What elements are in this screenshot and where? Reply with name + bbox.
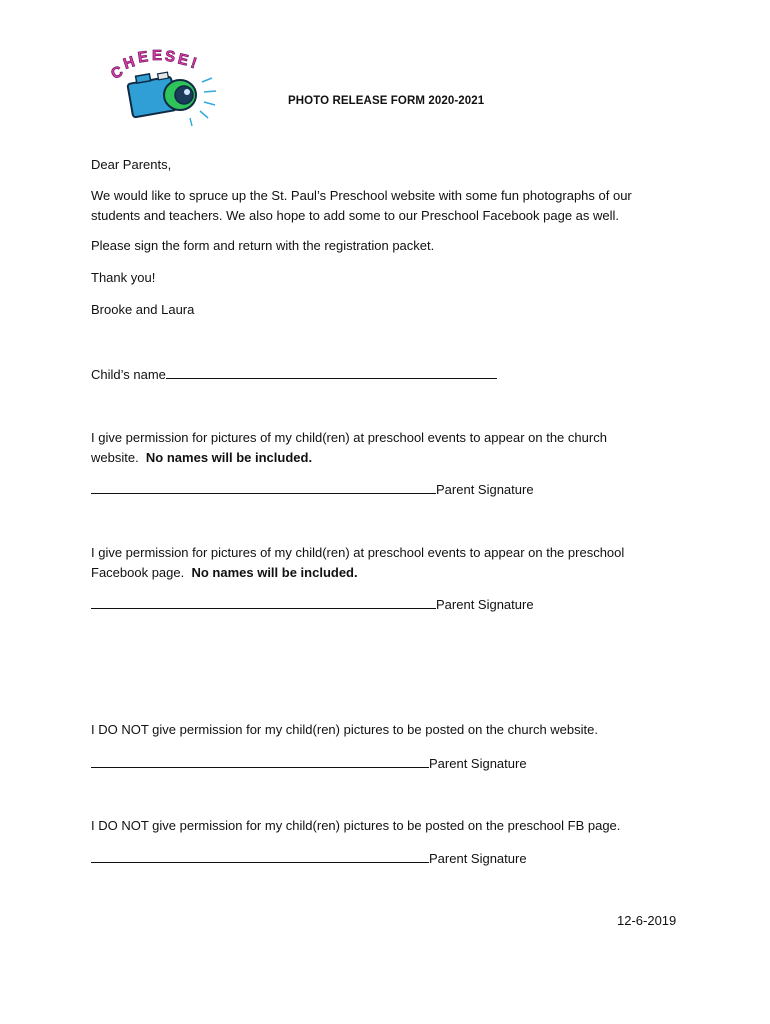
form-date: 12-6-2019 <box>617 913 677 928</box>
signature-label: Parent Signature <box>436 597 534 612</box>
facebook-denial-signature-row <box>91 849 527 866</box>
facebook-denial-signature-field[interactable] <box>91 849 429 863</box>
church-denial-text: I DO NOT give permission for my child(ren) pictures to be posted on the church website. <box>91 722 598 737</box>
svg-text:C: C <box>108 62 126 83</box>
facebook-permission <box>91 543 691 583</box>
intro-line-2: students and teachers. We also hope to add some to our Preschool Facebook page as well. <box>91 208 620 223</box>
cheese-lettering <box>108 48 198 83</box>
facebook-permission-prefix: Facebook page. <box>91 565 192 580</box>
church-signature-row <box>91 480 534 497</box>
signoff-text: Brooke and Laura <box>91 302 195 317</box>
svg-text:E: E <box>176 50 190 70</box>
form-title: PHOTO RELEASE FORM 2020-2021 <box>288 95 485 107</box>
no-names-note: No names will be included. <box>191 565 358 580</box>
church-permission-line-2 <box>91 448 691 468</box>
svg-text:!: ! <box>188 54 199 73</box>
facebook-denial-text: I DO NOT give permission for my child(ren) pictures to be posted on the preschool FB page. <box>91 818 621 833</box>
greeting: Dear Parents, <box>91 157 172 172</box>
intro-line-1: We would like to spruce up the St. Paul’s Preschool website with some fun photographs of our <box>91 188 632 203</box>
child-name-row <box>91 365 497 382</box>
svg-text:H: H <box>121 53 137 73</box>
facebook-signature-row <box>91 595 534 612</box>
camera-icon <box>127 72 216 126</box>
thanks-text: Thank you! <box>91 270 156 285</box>
facebook-signature-field[interactable] <box>91 595 436 609</box>
intro-paragraph <box>91 186 691 226</box>
no-names-note: No names will be included. <box>145 450 313 465</box>
church-denial-signature-field[interactable] <box>91 754 429 768</box>
signature-label: Parent Signature <box>429 851 527 866</box>
signature-label: Parent Signature <box>436 482 534 497</box>
facebook-permission-line-1: I give permission for pictures of my child(ren) at preschool events to appear on the preschool <box>91 545 625 560</box>
church-website-permission <box>91 428 691 468</box>
svg-text:S: S <box>163 48 177 66</box>
instruction-text: Please sign the form and return with the registration packet. <box>91 238 435 253</box>
child-name-field[interactable] <box>166 365 497 379</box>
cheese-camera-logo <box>108 48 226 130</box>
signature-label: Parent Signature <box>429 756 527 771</box>
church-permission-prefix: website. <box>91 450 146 465</box>
church-permission-line-1: I give permission for pictures of my child(ren) at preschool events to appear on the church <box>91 430 607 445</box>
church-denial-signature-row <box>91 754 527 771</box>
child-name-label: Child’s name <box>91 367 166 382</box>
church-signature-field[interactable] <box>91 480 436 494</box>
facebook-permission-line-2 <box>91 563 691 583</box>
svg-text:E: E <box>136 48 150 67</box>
svg-text:E: E <box>152 48 163 64</box>
